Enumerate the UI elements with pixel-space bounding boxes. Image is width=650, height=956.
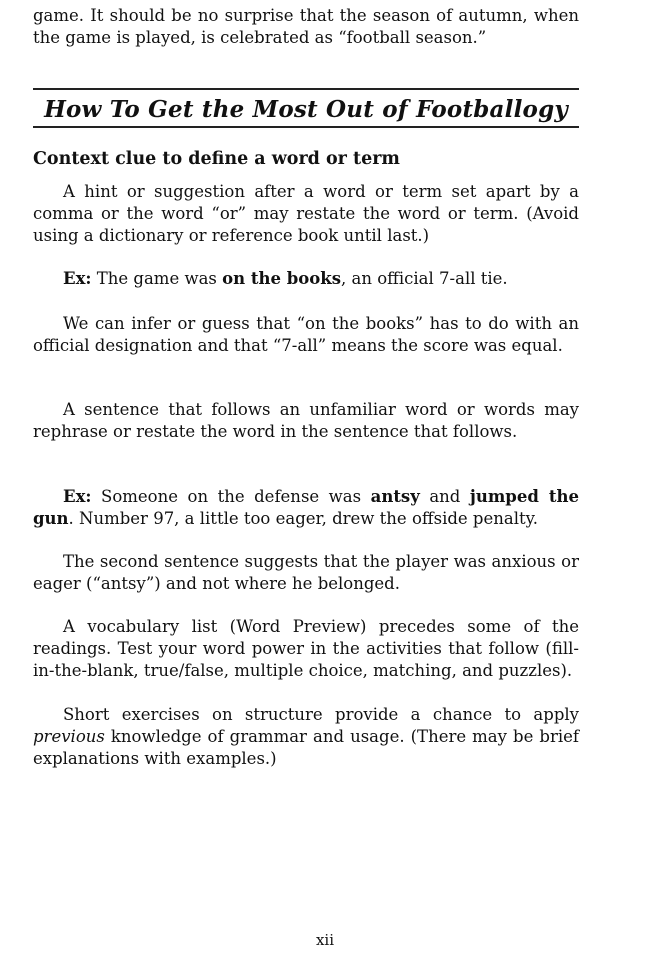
example-term: antsy bbox=[370, 487, 420, 506]
example-text: . Number 97, a little too eager, drew the offside penalty. bbox=[68, 509, 538, 528]
example-1 bbox=[33, 268, 579, 290]
page-number: xii bbox=[315, 931, 335, 949]
example-term: jumped the gun bbox=[33, 487, 579, 528]
example-label: Ex: bbox=[63, 269, 92, 288]
example-2 bbox=[33, 486, 579, 530]
section-heading-box bbox=[33, 88, 579, 128]
emphasized-word: previous bbox=[33, 727, 105, 746]
example-text: The game was bbox=[91, 269, 223, 288]
example-term: on the books bbox=[222, 269, 342, 288]
example-text: , an official 7-all tie. bbox=[341, 269, 508, 288]
lead-paragraph: game. It should be no surprise that the season of autumn, when the game is played, is celebrated as “football season.” bbox=[33, 6, 579, 47]
paragraph-context-clue: A hint or suggestion after a word or term set apart by a comma or the word “or” may restate the word or term. (Avoid using a dictionary or reference book until last.) bbox=[33, 182, 579, 245]
paragraph-inference: We can infer or guess that “on the books” has to do with an official designation and that “7-all” means the score was equal. bbox=[33, 314, 579, 355]
subheading: Context clue to define a word or term bbox=[33, 149, 400, 169]
paragraph-vocabulary-list: A vocabulary list (Word Preview) precedes some of the readings. Test your word power in the activities that follow (fill-in-the-blank, true/false, multiple choice, matching, and puzzles). bbox=[33, 617, 579, 680]
example-text: and bbox=[419, 487, 470, 506]
paragraph-text: Short exercises on structure provide a chance to apply bbox=[63, 705, 579, 724]
section-title: How To Get the Most Out of Footballogy bbox=[44, 96, 568, 123]
paragraph-text: knowledge of grammar and usage. (There may be brief explanations with examples.) bbox=[33, 727, 579, 768]
example-label: Ex: bbox=[63, 487, 92, 506]
example-text: Someone on the defense was bbox=[91, 487, 371, 506]
paragraph-short-exercises bbox=[33, 704, 579, 770]
paragraph-following-sentence: A sentence that follows an unfamiliar word or words may rephrase or restate the word in the sentence that follows. bbox=[33, 400, 579, 441]
paragraph-second-sentence: The second sentence suggests that the player was anxious or eager (“antsy”) and not where he belonged. bbox=[33, 552, 579, 593]
